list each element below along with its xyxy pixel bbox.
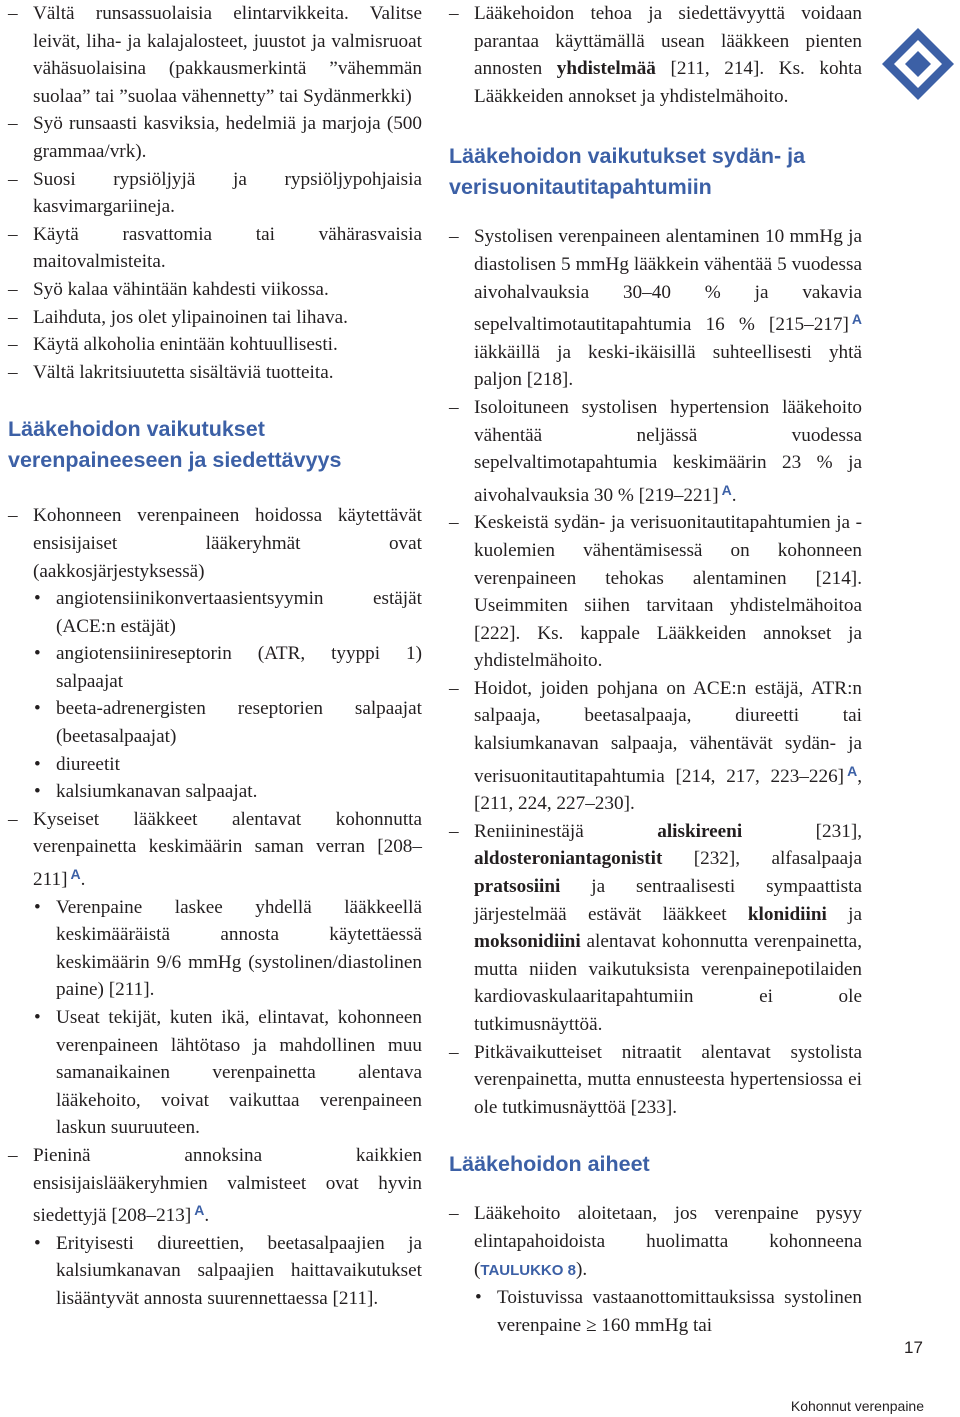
bullet-marker: • xyxy=(34,643,41,665)
bullet-marker: • xyxy=(475,1287,482,1309)
list-item: – Vältä runsassuolaisia elintarvikkeita. Valitse leivät, liha- ja kalajalosteet, juustot ja valmisruoat vähäsuolaisina (pakkausmerkintä ”vähemmän suolaa” tai ”suolaa vähennetty” tai Sydänmerkki) xyxy=(8,0,422,110)
evidence-level-badge: A xyxy=(721,481,732,498)
list-item: – Syö kalaa vähintään kahdesti viikossa. xyxy=(8,276,422,304)
dash-marker: – xyxy=(449,1041,459,1063)
evidence-level-badge: A xyxy=(194,1202,205,1219)
list-item: – Pieninä annoksina kaikkien ensisijaislääkeryhmien valmisteet ovat hyvin siedettyjä [208–213] $^A$. xyxy=(8,1142,422,1230)
running-footer: Kohonnut verenpaine xyxy=(790,1398,924,1414)
bullet-marker: • xyxy=(34,588,41,610)
dash-marker: – xyxy=(8,808,18,830)
dash-marker: – xyxy=(8,168,18,190)
bullet-marker: • xyxy=(34,698,41,720)
dash-marker: – xyxy=(8,334,18,356)
sub-list-item: • diureetit xyxy=(8,751,422,779)
list-item: – Pitkävaikutteiset nitraatit alentavat systolista verenpainetta, mutta ennusteesta hypertensiossa ei ole tutkimusnäyttöä [233]. xyxy=(449,1039,862,1122)
dash-marker: – xyxy=(8,505,18,527)
dash-marker: – xyxy=(449,512,459,534)
sub-list-item: • beeta-adrenergisten reseptorien salpaajat (beetasalpaajat) xyxy=(8,695,422,750)
dash-marker: – xyxy=(449,820,459,842)
sub-list-item: • Verenpaine laskee yhdellä lääkkeellä keskimääräistä annosta käytettäessä keskimäärin 9/6 mmHg (systolinen/diastolinen paine) [211]. xyxy=(8,894,422,1004)
bullet-marker: • xyxy=(34,1007,41,1028)
diamond-logo-icon xyxy=(880,26,956,102)
list-item: – Käytä alkoholia enintään kohtuullisesti. xyxy=(8,331,422,359)
list-item: – Lääkehoidon tehoa ja siedettävyyttä voidaan parantaa käyttämällä usean lääkkeen pienten annosten yhdistelmää [211, 214]. Ks. kohta Lääkkeiden annokset ja yhdistelmähoito. xyxy=(449,0,862,110)
sub-list-item: • kalsiumkanavan salpaajat. xyxy=(8,778,422,806)
bullet-marker: • xyxy=(34,1232,41,1254)
evidence-level-badge: A xyxy=(847,762,858,779)
right-column xyxy=(449,0,862,1339)
list-item: – Vältä lakritsiuutetta sisältäviä tuotteita. xyxy=(8,359,422,387)
dash-marker: – xyxy=(8,3,18,24)
list-item: – Syö runsaasti kasviksia, hedelmiä ja marjoja (500 grammaa/vrk). xyxy=(8,110,422,165)
dash-marker: – xyxy=(449,396,459,418)
list-item: – Isoloituneen systolisen hypertension lääkehoito vähentää neljässä vuodessa sepelvaltimotapahtumia keskimäärin 23 % ja aivohalvauksia 30 % [219–221] $^A$. xyxy=(449,394,862,509)
dash-marker: – xyxy=(449,226,459,248)
list-item: – Käytä rasvattomia tai vähärasvaisia maitovalmisteita. xyxy=(8,221,422,276)
evidence-level-badge: A xyxy=(70,866,81,883)
dash-marker: – xyxy=(8,113,18,135)
list-item: – Keskeistä sydän- ja verisuonitautitapahtumien ja -kuolemien vähentämisessä on kohonneen verenpaineen tehokas alentaminen [214]. Useimmiten siihen tarvitaan yhdistelmähoitoa [222]. Ks. kappale Lääkkeiden annokset ja yhdistelmähoito. xyxy=(449,509,862,675)
sub-list-item: • Toistuvissa vastaanottomittauksissa systolinen verenpaine ≥ 160 mmHg tai xyxy=(449,1284,862,1339)
list-item: – Kohonneen verenpaineen hoidossa käytettävät ensisijaiset lääkeryhmät ovat (aakkosjärjestyksessä) xyxy=(8,502,422,585)
page-number: 17 xyxy=(904,1338,923,1357)
dash-marker: – xyxy=(8,361,18,383)
section-heading: Lääkehoidon vaikutukset sydän- ja verisuonitautitapahtumiin xyxy=(449,144,806,200)
dash-marker: – xyxy=(449,1203,459,1225)
list-item: – Hoidot, joiden pohjana on ACE:n estäjä, ATR:n salpaaja, beetasalpaaja, diureetti tai kalsiumkanavan salpaaja, vähentävät sydän- ja verisuonitautitapahtumia [214, 217, 223–226] $^A$, [211, 224, 227–230]. xyxy=(449,675,862,818)
dash-marker: – xyxy=(8,223,18,245)
bullet-marker: • xyxy=(34,781,41,803)
bullet-marker: • xyxy=(34,896,41,918)
list-item: – Kyseiset lääkkeet alentavat kohonnutta verenpainetta keskimäärin saman verran [208–211] $^A$. xyxy=(8,806,422,894)
sub-list-item: • angiotensiinireseptorin (ATR, tyyppi 1) salpaajat xyxy=(8,640,422,695)
list-item: – Reniininestäjä aliskireeni [231], aldosteroniantagonistit [232], alfasalpaaja pratsosiini ja sentraalisesti sympaattista järjestelmää estävät lääkkeet klonidiini ja moksonidiini alentavat kohonnutta verenpainetta, mutta niiden vaikutuksista verenpainepotilaiden kardiovaskulaaritapahtumiin ei ole tutkimusnäyttöä. xyxy=(449,818,862,1039)
sub-list-item: • Useat tekijät, kuten ikä, elintavat, kohonneen verenpaineen lähtötaso ja mahdollinen muu samanaikainen verenpainetta alentava lääkehoito, voivat vaikuttaa verenpaineen laskun suuruuteen. xyxy=(8,1004,422,1142)
dash-marker: – xyxy=(449,3,459,24)
diet-advice-list xyxy=(8,0,422,386)
bullet-marker: • xyxy=(34,753,41,775)
dash-marker: – xyxy=(449,677,459,699)
table-reference-link[interactable]: TAULUKKO 8 xyxy=(480,1261,576,1279)
list-item: – Suosi rypsiöljyjä ja rypsiöljypohjaisia kasvimargariineja. xyxy=(8,166,422,221)
left-column xyxy=(8,0,422,1313)
sub-list-item: • Erityisesti diureettien, beetasalpaajien ja kalsiumkanavan salpaajien haittavaikutukset lisääntyvät annosta suurennettaessa [211]. xyxy=(8,1230,422,1313)
sub-list-item: • angiotensiinikonvertaasientsyymin estäjät (ACE:n estäjät) xyxy=(8,585,422,640)
list-item: – Lääkehoito aloitetaan, jos verenpaine pysyy elintapahoidoista huolimatta kohonneena (TAULUKKO 8). xyxy=(449,1200,862,1284)
list-item: – Systolisen verenpaineen alentaminen 10 mmHg ja diastolisen 5 mmHg lääkkein vähentää 5 vuodessa aivohalvauksia 30–40 % ja vakavia sepelvaltimotautitapahtumia 16 % [215–217] $^A$ iäkkäillä ja keski-ikäisillä suhteellisesti yhtä paljon [218]. xyxy=(449,223,862,394)
dash-marker: – xyxy=(8,278,18,300)
dash-marker: – xyxy=(8,306,18,328)
dash-marker: – xyxy=(8,1144,18,1166)
section-heading: Lääkehoidon aiheet xyxy=(449,1152,650,1177)
section-heading: Lääkehoidon vaikutukset verenpaineeseen ja siedettävyys xyxy=(8,417,342,473)
evidence-level-badge: A xyxy=(851,311,862,328)
list-item: – Laihduta, jos olet ylipainoinen tai lihava. xyxy=(8,304,422,332)
